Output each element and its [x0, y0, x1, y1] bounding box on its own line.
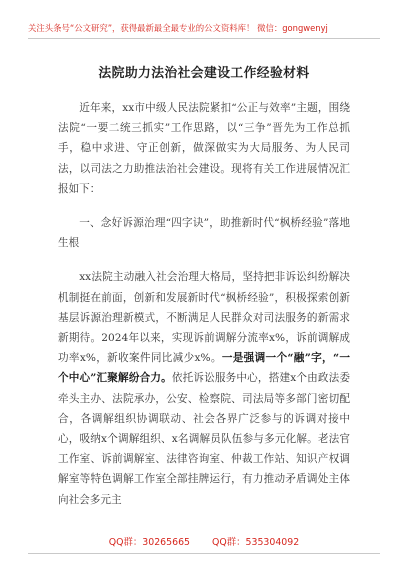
document-title: 法院助力法治社会建设工作经验材料 — [98, 66, 310, 81]
document-body — [58, 98, 350, 510]
section-paragraph-continuation: 依托诉讼服务中心，搭建x个由政法委牵头主办、法院承办，公安、检察院、司法局等多部门密切配合，各调解组织协调联动、社会各界广泛参与的诉调对接中心，吸纳x个调解组织、x名调解员队伍参与多元化解。老法官工作室、诉前调解室、法律咨询室、仲裁工作站、知识产权调解室等特色调解工作室全部挂牌运行，有力推动矛盾调处主体向社会多元主 — [58, 372, 350, 506]
header-divider — [28, 38, 380, 39]
header-banner: 关注头条号“公文研究”，获得最新最全最专业的公文资料库！ 微信：gongwenyj — [28, 23, 328, 33]
section-paragraph-text: xx法院主动融入社会治理大格局，坚持把非诉讼纠纷解决机制挺在前面，创新和发展新时代“枫桥经验”，积极探索创新基层诉源治理新模式，不断满足人民群众对司法服务的新需求新期待。2024年以来，实现诉前调解分流率x%，诉前调解成功率x%，新收案件同比减少x%。 — [58, 271, 350, 365]
intro-paragraph: 近年来，xx市中级人民法院紧扣“公正与效率”主题，围绕法院“一要二统三抓实”工作思路，以“三争”晋先为工作总抓手，稳中求进、守正创新，做深做实为大局服务、为人民司法，以司法之力助推法治社会建设。现将有关工作进展情况汇报如下： — [58, 102, 350, 195]
section-paragraph — [58, 267, 350, 509]
footer-qq-group-1: QQ群：30265665 — [108, 537, 191, 548]
footer-contact — [28, 534, 380, 548]
section-paragraph-emphasis: 一是强调一个“融”字，“一个中心”汇聚解纷合力。 — [58, 352, 350, 385]
footer-divider — [28, 553, 380, 554]
footer-qq-group-2: QQ群：535304092 — [212, 537, 300, 548]
section-heading: 一、念好诉源治理“四字诀”，助推新时代“枫桥经验”落地生根 — [58, 217, 350, 250]
